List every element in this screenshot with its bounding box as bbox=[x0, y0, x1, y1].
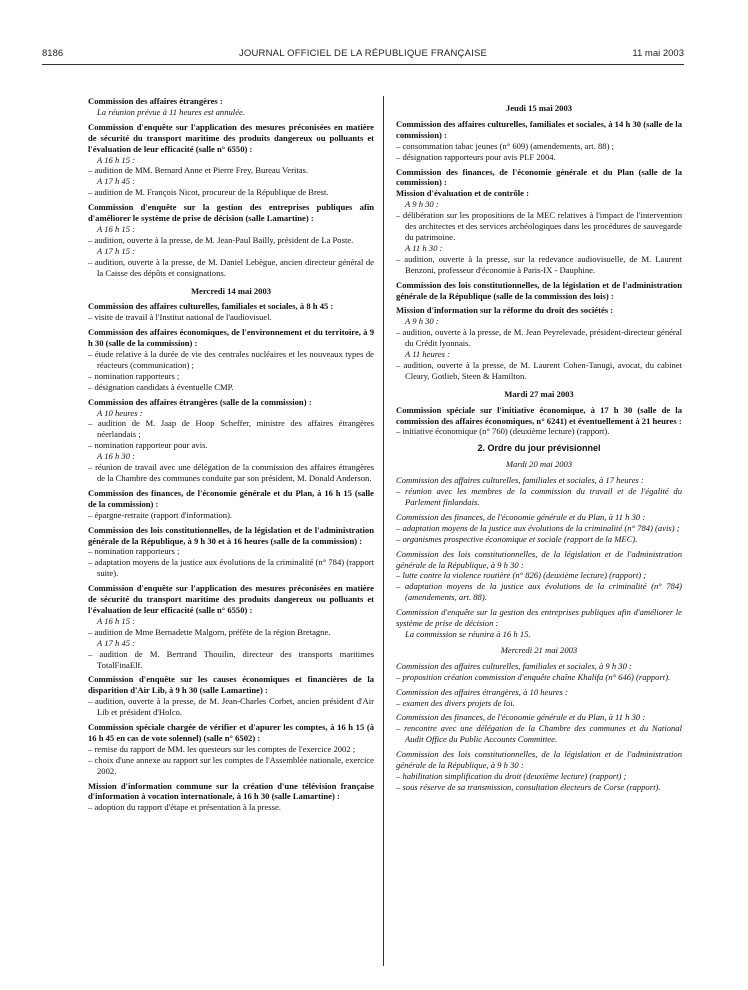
page-number: 8186 bbox=[42, 48, 64, 59]
section-heading: Commission des affaires étrangères, à 10 heures : bbox=[396, 686, 568, 697]
section-heading: Mission d'évaluation et de contrôle : bbox=[396, 188, 529, 199]
section-heading: Commission des finances, de l'économie générale et du Plan, à 11 h 30 : bbox=[396, 511, 646, 522]
time-line: A 16 h 15 : bbox=[97, 615, 136, 626]
section-heading: Commission spéciale chargée de vérifier et d'apurer les comptes, à 16 h 15 (à 16 h 45 en cas de vote solennel) (salle n° 6502) : bbox=[88, 722, 374, 743]
agenda-item: – nomination rapporteur pour avis. bbox=[88, 440, 208, 451]
section-heading: Commission des affaires culturelles, familiales et sociales, à 14 h 30 (salle de la commission) : bbox=[396, 118, 682, 140]
agenda-item: – désignation rapporteurs pour avis PLF 2004. bbox=[396, 151, 556, 162]
agenda-item: – réunion avec les membres de la commission du travail et de l'égalité du Parlement finlandais. bbox=[396, 486, 682, 507]
day-heading: Mardi 20 mai 2003 bbox=[505, 459, 573, 470]
time-line: A 11 heures : bbox=[405, 349, 450, 360]
right-column bbox=[396, 96, 682, 793]
day-heading: Mercredi 14 mai 2003 bbox=[190, 285, 272, 296]
section-heading: Commission des lois constitutionnelles, de la législation et de l'administration générale de la République (salle de la commission des lois) : bbox=[396, 279, 682, 301]
agenda-item: – audition, ouverte à la presse, sur la redevance audiovisuelle, de M. Laurent Benzoni, professeur d'économie à Paris-IX - Dauphine. bbox=[396, 253, 682, 275]
section-heading: Commission d'enquête sur l'application des mesures préconisées en matière de sécurité du transport maritime des produits dangereux ou polluants et l'évaluation de leur efficacité (salle n° 6550) : bbox=[88, 583, 374, 615]
section-heading: Commission des affaires culturelles, familiales et sociales, à 8 h 45 : bbox=[88, 301, 334, 312]
agenda-item: – rencontre avec une délégation de la Chambre des communes et du National Audit Office du Public Accounts Committee. bbox=[396, 723, 682, 745]
time-line: A 11 h 30 : bbox=[405, 242, 443, 253]
left-column bbox=[88, 96, 374, 813]
header-rule bbox=[42, 64, 684, 65]
time-line: A 9 h 30 : bbox=[405, 316, 439, 327]
time-line: A 17 h 15 : bbox=[97, 245, 136, 256]
agenda-item: – audition de M. François Nicot, procureur de la République de Brest. bbox=[88, 187, 329, 198]
agenda-item: – audition de MM. Bernard Anne et Pierre Frey, Bureau Veritas. bbox=[88, 165, 309, 176]
section-heading: Commission d'enquête sur la gestion des entreprises publiques afin d'améliorer le système de prise de décision (salle Lamartine) : bbox=[88, 202, 374, 224]
section-title: 2. Ordre du jour prévisionnel bbox=[477, 443, 601, 454]
time-line: A 16 h 15 : bbox=[97, 154, 136, 165]
agenda-item: – consommation tabac jeunes (n° 609) (amendements, art. 88) ; bbox=[396, 140, 614, 151]
agenda-item: – épargne-retraite (rapport d'information). bbox=[88, 509, 233, 520]
agenda-item: – audition de M. Bertrand Thouilin, directeur des transports maritimes TotalFinaElf. bbox=[88, 648, 374, 670]
section-heading: Commission d'enquête sur la gestion des entreprises publiques afin d'améliorer le système de prise de décision : bbox=[396, 607, 682, 629]
section-heading: Mission d'information sur la réforme du droit des sociétés : bbox=[396, 305, 614, 316]
agenda-item: – étude relative à la durée de vie des centrales nucléaires et les nouveaux types de réacteurs (communication) ; bbox=[88, 349, 374, 370]
issue-date: 11 mai 2003 bbox=[632, 48, 684, 59]
section-heading: Commission des affaires économiques, de l'environnement et du territoire, à 9 h 30 (salle de la commission) : bbox=[88, 327, 374, 349]
time-line: La commission se réunira à 16 h 15. bbox=[405, 628, 531, 639]
section-heading: Commission des affaires culturelles, familiales et sociales, à 9 h 30 : bbox=[396, 660, 632, 671]
section-heading: Commission spéciale sur l'initiative économique, à 17 h 30 (salle de la commission des affaires économiques, n° 6241) et éventuellement à 21 heures : bbox=[396, 404, 682, 426]
section-heading: Commission des finances, de l'économie générale et du Plan (salle de la commission) : bbox=[396, 166, 682, 188]
time-line: A 17 h 45 : bbox=[97, 176, 136, 187]
agenda-item: – adaptation moyens de la justice aux évolutions de la criminalité (n° 784) (avis) ; bbox=[396, 522, 680, 533]
agenda-item: – audition, ouverte à la presse, de M. Laurent Cohen-Tanugi, avocat, du cabinet Cleary, Gotlieb, Steen & Hamilton. bbox=[396, 359, 682, 381]
agenda-item: – initiative économique (n° 760) (deuxième lecture) (rapport). bbox=[396, 426, 610, 437]
agenda-item: – audition de Mme Bernadette Malgorn, préfète de la région Bretagne. bbox=[88, 626, 331, 637]
section-heading: Commission des finances, de l'économie générale et du Plan, à 11 h 30 : bbox=[396, 712, 646, 723]
section-heading: Commission d'enquête sur les causes économiques et financières de la disparition d'Air Lib, à 9 h 30 (salle Lamartine) : bbox=[88, 674, 374, 696]
agenda-item: – réunion de travail avec une délégation de la commission des affaires étrangères de la Chambre des communes conduite par son président, M. Donald Anderson. bbox=[88, 462, 374, 483]
agenda-item: – désignation candidats à éventuelle CMP. bbox=[88, 381, 234, 392]
journal-title: JOURNAL OFFICIEL DE LA RÉPUBLIQUE FRANÇAISE bbox=[238, 48, 488, 59]
agenda-item: – visite de travail à l'Institut national de l'audiovisuel. bbox=[88, 312, 272, 323]
day-heading: Mardi 27 mai 2003 bbox=[504, 388, 574, 399]
agenda-item: – audition de M. Jaap de Hoop Scheffer, ministre des affaires étrangères néerlandais ; bbox=[88, 418, 374, 440]
agenda-item: – audition, ouverte à la presse, de M. Daniel Lebègue, ancien directeur général de la Caisse des dépôts et consignations. bbox=[88, 256, 374, 278]
column-divider bbox=[383, 96, 384, 966]
agenda-item: – audition, ouverte à la presse, de M. Jean-Charles Corbet, ancien président d'Air Lib et président d'Holco. bbox=[88, 696, 374, 718]
agenda-item: – habilitation simplification du droit (deuxième lecture) (rapport) ; bbox=[396, 770, 627, 781]
section-heading: Mission d'information commune sur la création d'une télévision française d'information à vocation internationale, à 16 h 30 (salle Lamartine) : bbox=[88, 780, 374, 802]
agenda-item: – délibération sur les propositions de la MEC relatives à l'impact de l'intervention des architectes et des services archéologiques dans les procédures de sauvegarde du patrimoine. bbox=[396, 210, 682, 242]
agenda-item: – sous réserve de sa transmission, consultation électeurs de Corse (rapport). bbox=[396, 781, 661, 792]
time-line: A 17 h 45 : bbox=[97, 637, 136, 648]
section-heading: Commission des affaires étrangères : bbox=[88, 96, 223, 106]
time-line: A 10 heures : bbox=[97, 407, 143, 418]
section-heading: Commission des lois constitutionnelles, de la législation et de l'administration générale de la République, à 9 h 30 : bbox=[396, 749, 682, 771]
agenda-item: – audition, ouverte à la presse, de M. Jean-Paul Bailly, président de La Poste. bbox=[88, 234, 354, 245]
agenda-item: – adaptation moyens de la justice aux évolutions de la criminalité (n° 784) (rapport suite). bbox=[88, 557, 374, 579]
section-heading: Commission des lois constitutionnelles, de la législation et de l'administration générale de la République, à 9 h 30 : bbox=[396, 548, 682, 570]
agenda-item: – organismes prospective économique et sociale (rapport de la MEC). bbox=[396, 533, 638, 544]
agenda-item: – audition, ouverte à la presse, de M. Jean Peyrelevade, président-directeur général du Crédit lyonnais. bbox=[396, 327, 682, 349]
time-line: A 16 h 15 : bbox=[97, 223, 136, 234]
agenda-item: – nomination rapporteurs ; bbox=[88, 370, 180, 381]
section-heading: Commission des lois constitutionnelles, de la législation et de l'administration générale de la République, à 9 h 30 et à 16 heures (salle de la commission) : bbox=[88, 524, 374, 546]
section-heading: Commission des affaires culturelles, familiales et sociales, à 17 heures : bbox=[396, 475, 644, 486]
agenda-item: – nomination rapporteurs ; bbox=[88, 546, 180, 557]
section-heading: Commission d'enquête sur l'application des mesures préconisées en matière de sécurité du transport maritime des produits dangereux ou polluants et l'évaluation de leur efficacité (salle n° 6550) : bbox=[88, 121, 374, 154]
day-heading: Jeudi 15 mai 2003 bbox=[505, 103, 573, 113]
time-line: La réunion prévue à 11 heures est annulée. bbox=[97, 106, 245, 117]
time-line: A 9 h 30 : bbox=[405, 199, 439, 210]
agenda-item: – choix d'une annexe au rapport sur les comptes de l'Assemblée nationale, exercice 2002. bbox=[88, 754, 374, 776]
agenda-item: – remise du rapport de MM. les questeurs sur les comptes de l'exercice 2002 ; bbox=[88, 743, 356, 754]
page-header bbox=[42, 48, 684, 62]
day-heading: Mercredi 21 mai 2003 bbox=[500, 644, 578, 655]
agenda-item: – adaptation moyens de la justice aux évolutions de la criminalité (n° 784) (amendements, art. 88). bbox=[396, 581, 682, 603]
time-line: A 16 h 30 : bbox=[97, 451, 136, 462]
section-heading: Commission des finances, de l'économie générale et du Plan, à 16 h 15 (salle de la commission) : bbox=[88, 487, 374, 509]
agenda-item: – lutte contre la violence routière (n° 826) (deuxième lecture) (rapport) ; bbox=[396, 570, 647, 581]
agenda-item: – proposition création commission d'enquête chaîne Khalifa (n° 646) (rapport). bbox=[396, 671, 671, 682]
agenda-item: – examen des divers projets de loi. bbox=[396, 697, 515, 708]
agenda-item: – adoption du rapport d'étape et présentation à la presse. bbox=[88, 802, 281, 813]
section-heading: Commission des affaires étrangères (salle de la commission) : bbox=[88, 396, 312, 407]
